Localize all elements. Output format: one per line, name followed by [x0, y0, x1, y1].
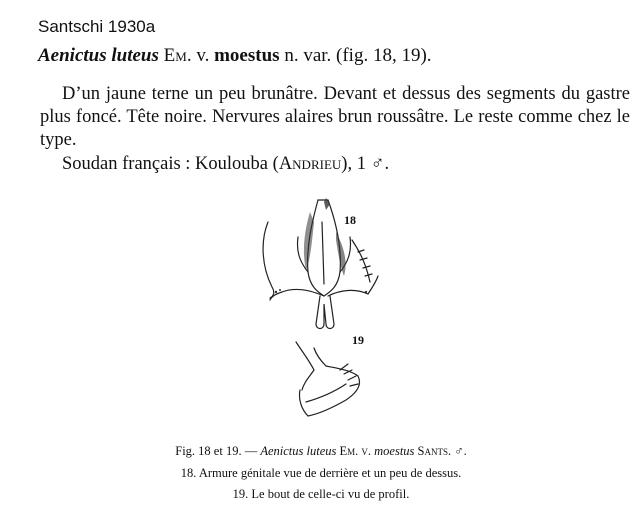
locality-line [62, 153, 642, 176]
collector-name: Andrieu [278, 154, 342, 174]
caption-author: Em. v. [336, 444, 375, 458]
description-text: D’un jaune terne un peu brunâtre. Devant et dessus des segments du gastre plus foncé. Tête noire. Nervures alaires brun roussâtre. Le reste comme chez le type. [40, 84, 630, 150]
figure-label-19: 19 [352, 333, 364, 347]
taxon-title [38, 45, 432, 67]
caption-species: Aenictus luteus [260, 444, 337, 458]
figure-caption-title [0, 441, 642, 461]
genitalia-illustration [240, 192, 400, 427]
taxon-status: n. var. [284, 45, 332, 66]
taxon-name: Aenictus luteus [38, 45, 159, 66]
taxon-rank: v. [196, 45, 210, 66]
citation-label: Santschi 1930a [38, 17, 156, 36]
figure-label-18: 18 [344, 213, 356, 227]
figure-reference: (fig. 18, 19). [336, 45, 432, 66]
taxon-author: Em. [163, 45, 192, 66]
caption-variety: moestus [374, 444, 415, 458]
figure-caption-line-18: 18. Armure génitale vue de derrière et un peu de dessus. [180, 466, 462, 480]
caption-describer: Sants. ♂. [414, 444, 467, 458]
locality-text: Soudan français : Koulouba ( [62, 154, 279, 174]
locality-end: ), 1 ♂. [341, 154, 390, 174]
caption-prefix: Fig. 18 et 19. — [175, 444, 261, 458]
figure-caption-line-19: 19. Le bout de celle-ci vu de profil. [232, 487, 410, 501]
variety-name: moestus [214, 45, 280, 66]
description-paragraph [40, 83, 630, 152]
